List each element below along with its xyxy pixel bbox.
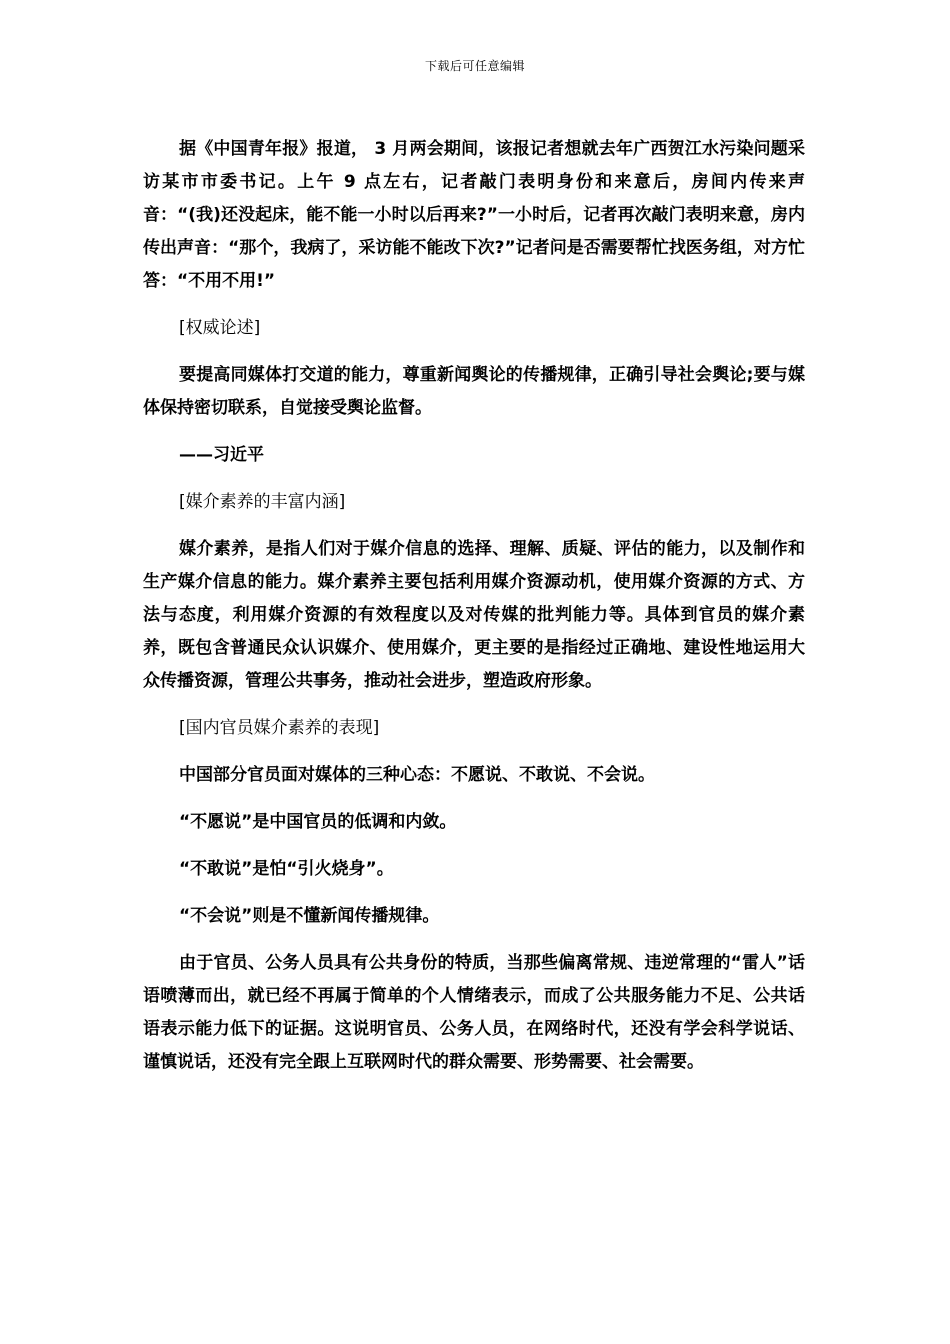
afraid-to-speak-line: “不敢说”是怕“引火烧身”。 [179, 859, 394, 879]
authority-quote-paragraph: 要提高同媒体打交道的能力，尊重新闻舆论的传播规律，正确引导社会舆论;要与媒体保持密切联系，自觉接受舆论监督。 [143, 365, 805, 418]
page-header: 下载后可任意编辑 [424, 59, 525, 73]
news-report-paragraph: 据《中国青年报》报道， 3 月两会期间，该报记者想就去年广西贺江水污染问题采访某市市委书记。上午 9 点左右，记者敲门表明身份和来意后，房间内传来声音：“(我)还没起床，能不能一小时以后再来?”一小时后，记者再次敲门表明来意，房内传出声音：“那个，我病了，采访能不能改下次?”记者问是否需要帮忙找医务组，对方忙答：“不用不用!” [143, 139, 805, 291]
document-body [143, 133, 805, 1093]
quote-author: ——习近平 [179, 445, 264, 465]
unwilling-to-speak-line: “不愿说”是中国官员的低调和内敛。 [179, 812, 457, 832]
section-heading-authority: [权威论述] [179, 318, 261, 338]
three-attitudes-line: 中国部分官员面对媒体的三种心态：不愿说、不敢说、不会说。 [179, 765, 655, 785]
media-literacy-paragraph: 媒介素养，是指人们对于媒介信息的选择、理解、质疑、评估的能力，以及制作和生产媒介信息的能力。媒介素养主要包括利用媒介资源动机，使用媒介资源的方式、方法与态度，利用媒介资源的有效程度以及对传媒的批判能力等。具体到官员的媒介素养，既包含普通民众认识媒介、使用媒介，更主要的是指经过正确地、建设性地运用大众传播资源，管理公共事务，推动社会进步，塑造政府形象。 [143, 539, 805, 691]
unable-to-speak-line: “不会说”则是不懂新闻传播规律。 [179, 906, 440, 926]
section-heading-official-performance: [国内官员媒介素养的表现] [179, 718, 380, 738]
section-heading-media-literacy: [媒介素养的丰富内涵] [179, 492, 346, 512]
conclusion-paragraph: 由于官员、公务人员具有公共身份的特质，当那些偏离常规、违逆常理的“雷人”话语喷薄而出，就已经不再属于简单的个人情绪表示，而成了公共服务能力不足、公共话语表示能力低下的证据。这说明官员、公务人员，在网络时代，还没有学会科学说话、谨慎说话，还没有完全跟上互联网时代的群众需要、形势需要、社会需要。 [143, 953, 805, 1072]
